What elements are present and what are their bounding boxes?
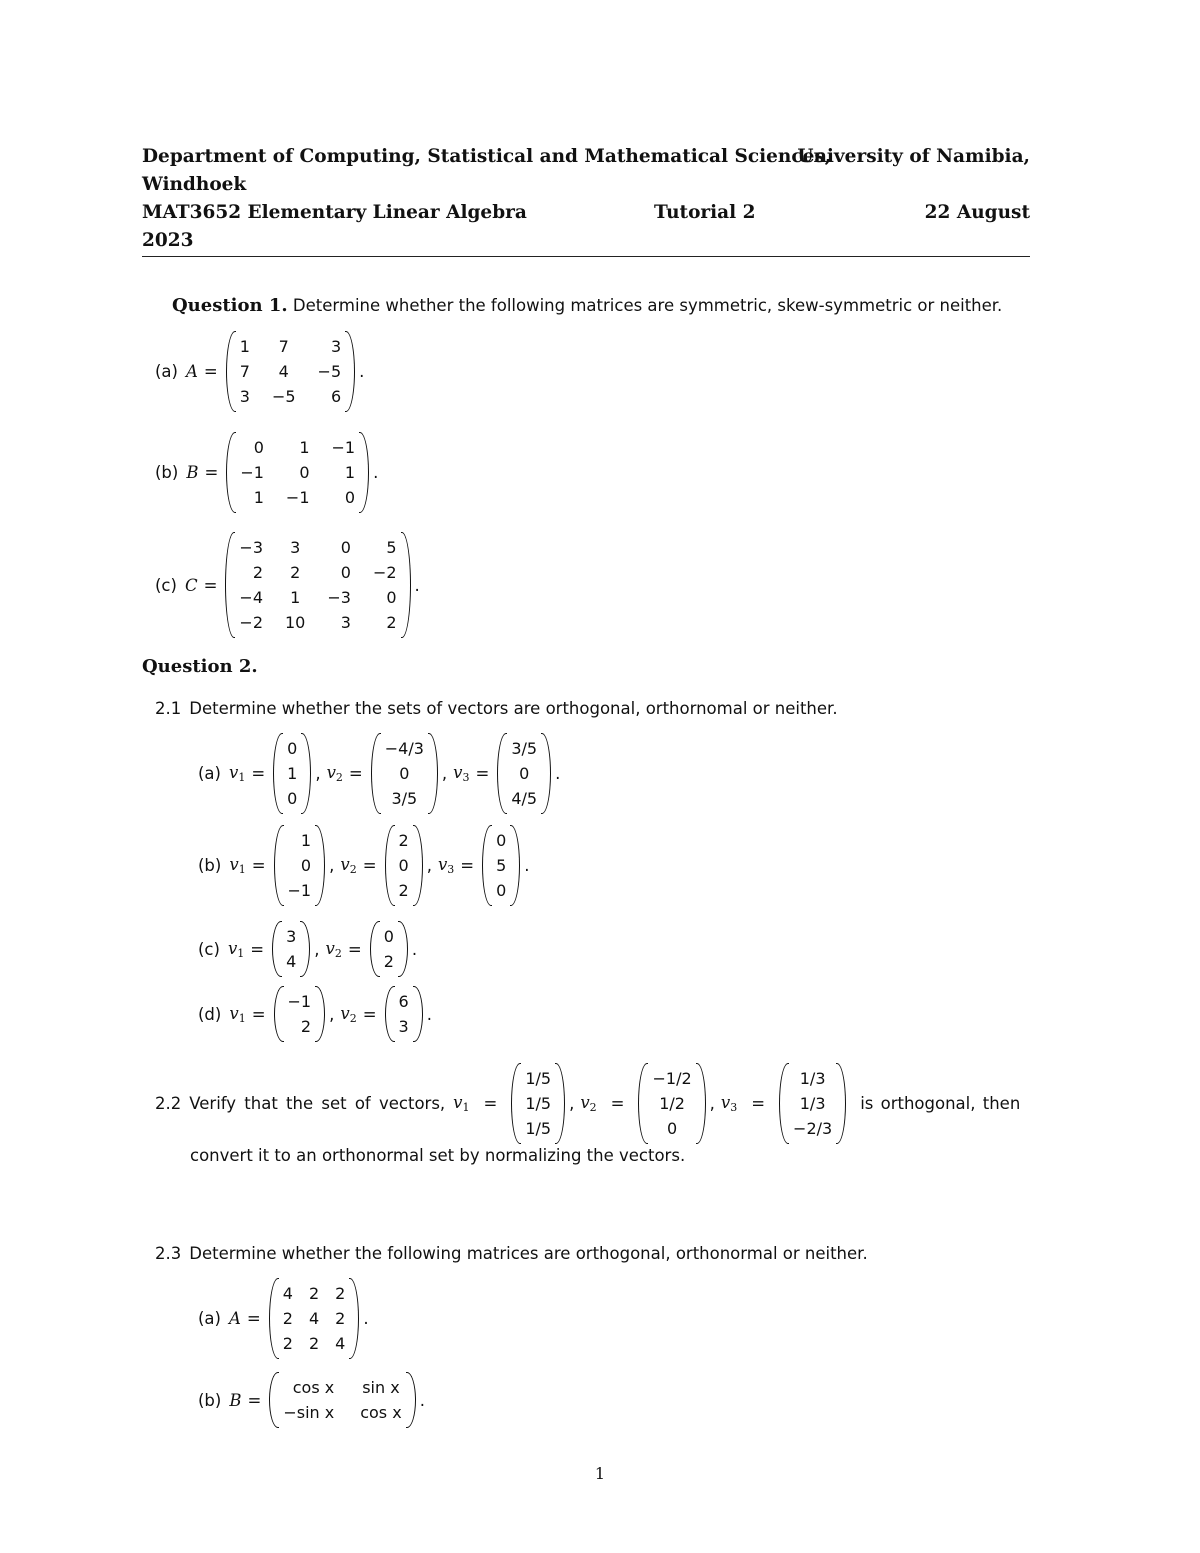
q2-3-heading: 2.3 Determine whether the following matrices are orthogonal, orthonormal or neither. — [155, 1244, 868, 1263]
header-university: University of Namibia, — [797, 146, 1030, 167]
header-department: Department of Computing, Statistical and Mathematical Sciences, — [142, 146, 832, 167]
q1-item-c: (c) C = −3 3 0 5 2 2 0 −2 −4 1 −3 0 −2 10 3 2 . — [155, 532, 420, 638]
header-year: 2023 — [142, 230, 194, 251]
page-header — [142, 143, 1030, 255]
q2-1-heading: 2.1 Determine whether the sets of vectors are orthogonal, orthornomal or neither. — [155, 699, 838, 718]
header-tutorial: Tutorial 2 — [654, 202, 756, 223]
q1-item-a: (a) A = 1 7 3 7 4 −5 3 −5 6 . — [155, 331, 364, 412]
header-city: Windhoek — [142, 174, 247, 195]
q2-2-line2: convert it to an orthonormal set by normalizing the vectors. — [190, 1146, 686, 1165]
header-rule — [142, 256, 1030, 257]
q2-2-line: 2.2 Verify that the set of vectors, $v_1$ = 1/5 1/5 1/5 , $v_2$ = −1/2 1/2 0 , $v_3$ = 1/3 1/3 −2/3 is orthogonal, then — [155, 1063, 1020, 1144]
q2-3-item-a: (a) A = 4 2 2 2 4 2 2 2 4 . — [198, 1278, 369, 1359]
q2-1-item-a: (a) $v_1$ = 0 1 0 , $v_2$ = −4/3 0 3/5 , $v_3$ = 3/5 0 4/5 . — [198, 733, 560, 814]
page-number: 1 — [594, 1464, 606, 1483]
q1-matrix-c: −3 3 0 5 2 2 0 −2 −4 1 −3 0 −2 10 3 2 — [225, 532, 410, 638]
q1-heading — [172, 295, 1002, 317]
q1-item-b: (b) B = 0 1 −1 −1 0 1 1 −1 0 . — [155, 432, 378, 513]
header-date: 22 August — [924, 202, 1030, 223]
q1-matrix-b: 0 1 −1 −1 0 1 1 −1 0 — [226, 432, 369, 513]
q2-3-item-b: (b) B = cos x sin x −sin x cos x . — [198, 1372, 425, 1428]
header-course: MAT3652 Elementary Linear Algebra — [142, 202, 527, 223]
q2-1-item-b: (b) $v_1$ = 1 0 −1 , $v_2$ = 2 0 2 , $v_3$ = 0 5 0 . — [198, 825, 530, 906]
q2-title: Question 2. — [142, 656, 258, 677]
q1-matrix-a: 1 7 3 7 4 −5 3 −5 6 — [226, 331, 355, 412]
q1-title: Question 1. — [172, 295, 288, 316]
q2-1-item-c: (c) $v_1$ = 3 4 , $v_2$ = 0 2 . — [198, 921, 417, 977]
q1-prompt: Determine whether the following matrices are symmetric, skew-symmetric or neither. — [292, 296, 1003, 315]
q2-1-item-d: (d) $v_1$ = −1 2 , $v_2$ = 6 3 . — [198, 986, 432, 1042]
